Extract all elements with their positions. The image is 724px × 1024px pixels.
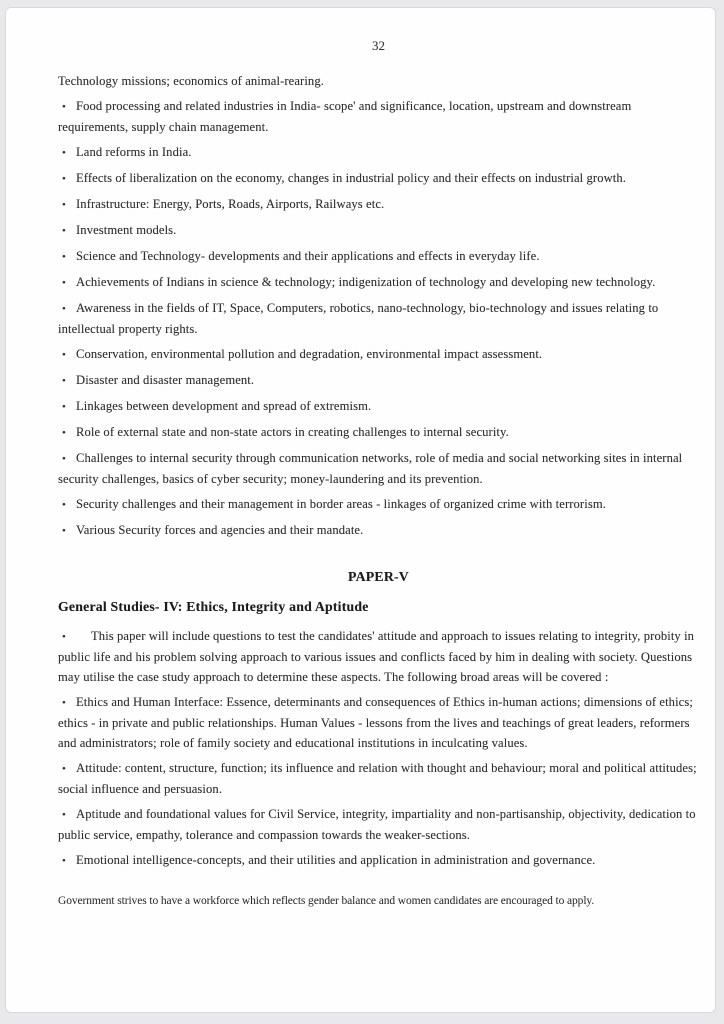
paper-v-section [58,567,699,871]
list-item [58,422,699,443]
bullet-icon: • [62,809,66,821]
list-item [58,850,699,871]
list-item-text: Attitude: content, structure, function; its influence and relation with thought and behaviour; moral and political attitudes; social influence and persuasion. [58,761,697,796]
list-item [58,142,699,163]
list-item [58,96,699,137]
page-number: 32 [372,38,385,53]
list-item [58,692,699,753]
list-item-text: Security challenges and their management in border areas - linkages of organized crime with terrorism. [76,497,606,511]
list-item-text: Conservation, environmental pollution and degradation, environmental impact assessment. [76,347,543,361]
bullet-icon: • [62,525,66,537]
bullet-icon: • [62,147,66,159]
list-item-text: Investment models. [76,223,177,237]
list-item-text: Role of external state and non-state actors in creating challenges to internal security. [76,425,509,439]
list-item-text: Linkages between development and spread of extremism. [76,399,372,413]
paper-heading: PAPER-V [348,569,409,584]
bullet-icon: • [62,375,66,387]
list-item [58,370,699,391]
list-item [58,344,699,365]
section-heading: General Studies- IV: Ethics, Integrity and Aptitude [58,599,369,614]
list-item [58,396,699,417]
bullet-icon: • [62,101,66,113]
footer-note: Government strives to have a workforce which reflects gender balance and women candidates are encouraged to apply. [58,895,595,907]
list-item-text: Food processing and related industries in India- scope' and significance, location, upstream and downstream requirements, supply chain management. [58,99,632,134]
document-page [5,7,716,1013]
list-item [58,626,699,687]
bullet-icon: • [62,763,66,775]
list-item [58,804,699,845]
list-item-text: Science and Technology- developments and their applications and effects in everyday life. [76,249,540,263]
list-item-text: Land reforms in India. [76,145,192,159]
list-item-text: Awareness in the fields of IT, Space, Computers, robotics, nano-technology, bio-technology and issues relating to intellectual property rights. [58,301,659,336]
bullet-icon: • [62,225,66,237]
intro-line: Technology missions; economics of animal-rearing. [58,74,324,88]
list-item [58,168,699,189]
bullet-icon: • [62,855,66,867]
list-item-text: Disaster and disaster management. [76,373,255,387]
list-item [58,298,699,339]
bullet-icon: • [62,251,66,263]
list-item-text: Achievements of Indians in science & technology; indigenization of technology and developing new technology. [76,275,656,289]
bullet-icon: • [62,401,66,413]
list-item [58,758,699,799]
list-item [58,246,699,267]
bullet-icon: • [62,199,66,211]
bullet-icon: • [62,173,66,185]
bullet-icon: • [62,427,66,439]
bullet-icon: • [62,697,66,709]
bullet-icon: • [62,631,66,643]
list-item-text: Effects of liberalization on the economy, changes in industrial policy and their effects on industrial growth. [76,171,627,185]
bullet-icon: • [62,277,66,289]
list-item [58,194,699,215]
list-item-text: Infrastructure: Energy, Ports, Roads, Airports, Railways etc. [76,197,385,211]
bullet-icon: • [62,499,66,511]
bullet-icon: • [62,349,66,361]
list-item [58,220,699,241]
list-item [58,448,699,489]
list-item-text: Ethics and Human Interface: Essence, determinants and consequences of Ethics in-human actions; dimensions of ethics; ethics - in private and public relationships. Human Values - lessons from the lives and teachings of great leaders, reformers and administrators; role of family society and educational institutions in inculcating values. [58,695,693,750]
list-item [58,494,699,515]
list-item-text: Aptitude and foundational values for Civil Service, integrity, impartiality and non-partisanship, objectivity, dedication to public service, empathy, tolerance and compassion towards the weaker-sections. [58,807,696,842]
list-item-text: Emotional intelligence-concepts, and their utilities and application in administration and governance. [76,853,596,867]
list-item [58,520,699,541]
bullet-icon: • [62,453,66,465]
list-item-text: Various Security forces and agencies and their mandate. [76,523,364,537]
bullet-icon: • [62,303,66,315]
list-item-text: This paper will include questions to test the candidates' attitude and approach to issues relating to integrity, probity in public life and his problem solving approach to various issues and conflicts faced by him in dealing with society. Questions may utilise the case study approach to determine these aspects. The following broad areas will be covered : [58,629,695,684]
list-item [58,272,699,293]
syllabus-topics-list [58,96,699,541]
list-item-text: Challenges to internal security through communication networks, role of media and social networking sites in internal security challenges, basics of cyber security; money-laundering and its prevention. [58,451,683,486]
